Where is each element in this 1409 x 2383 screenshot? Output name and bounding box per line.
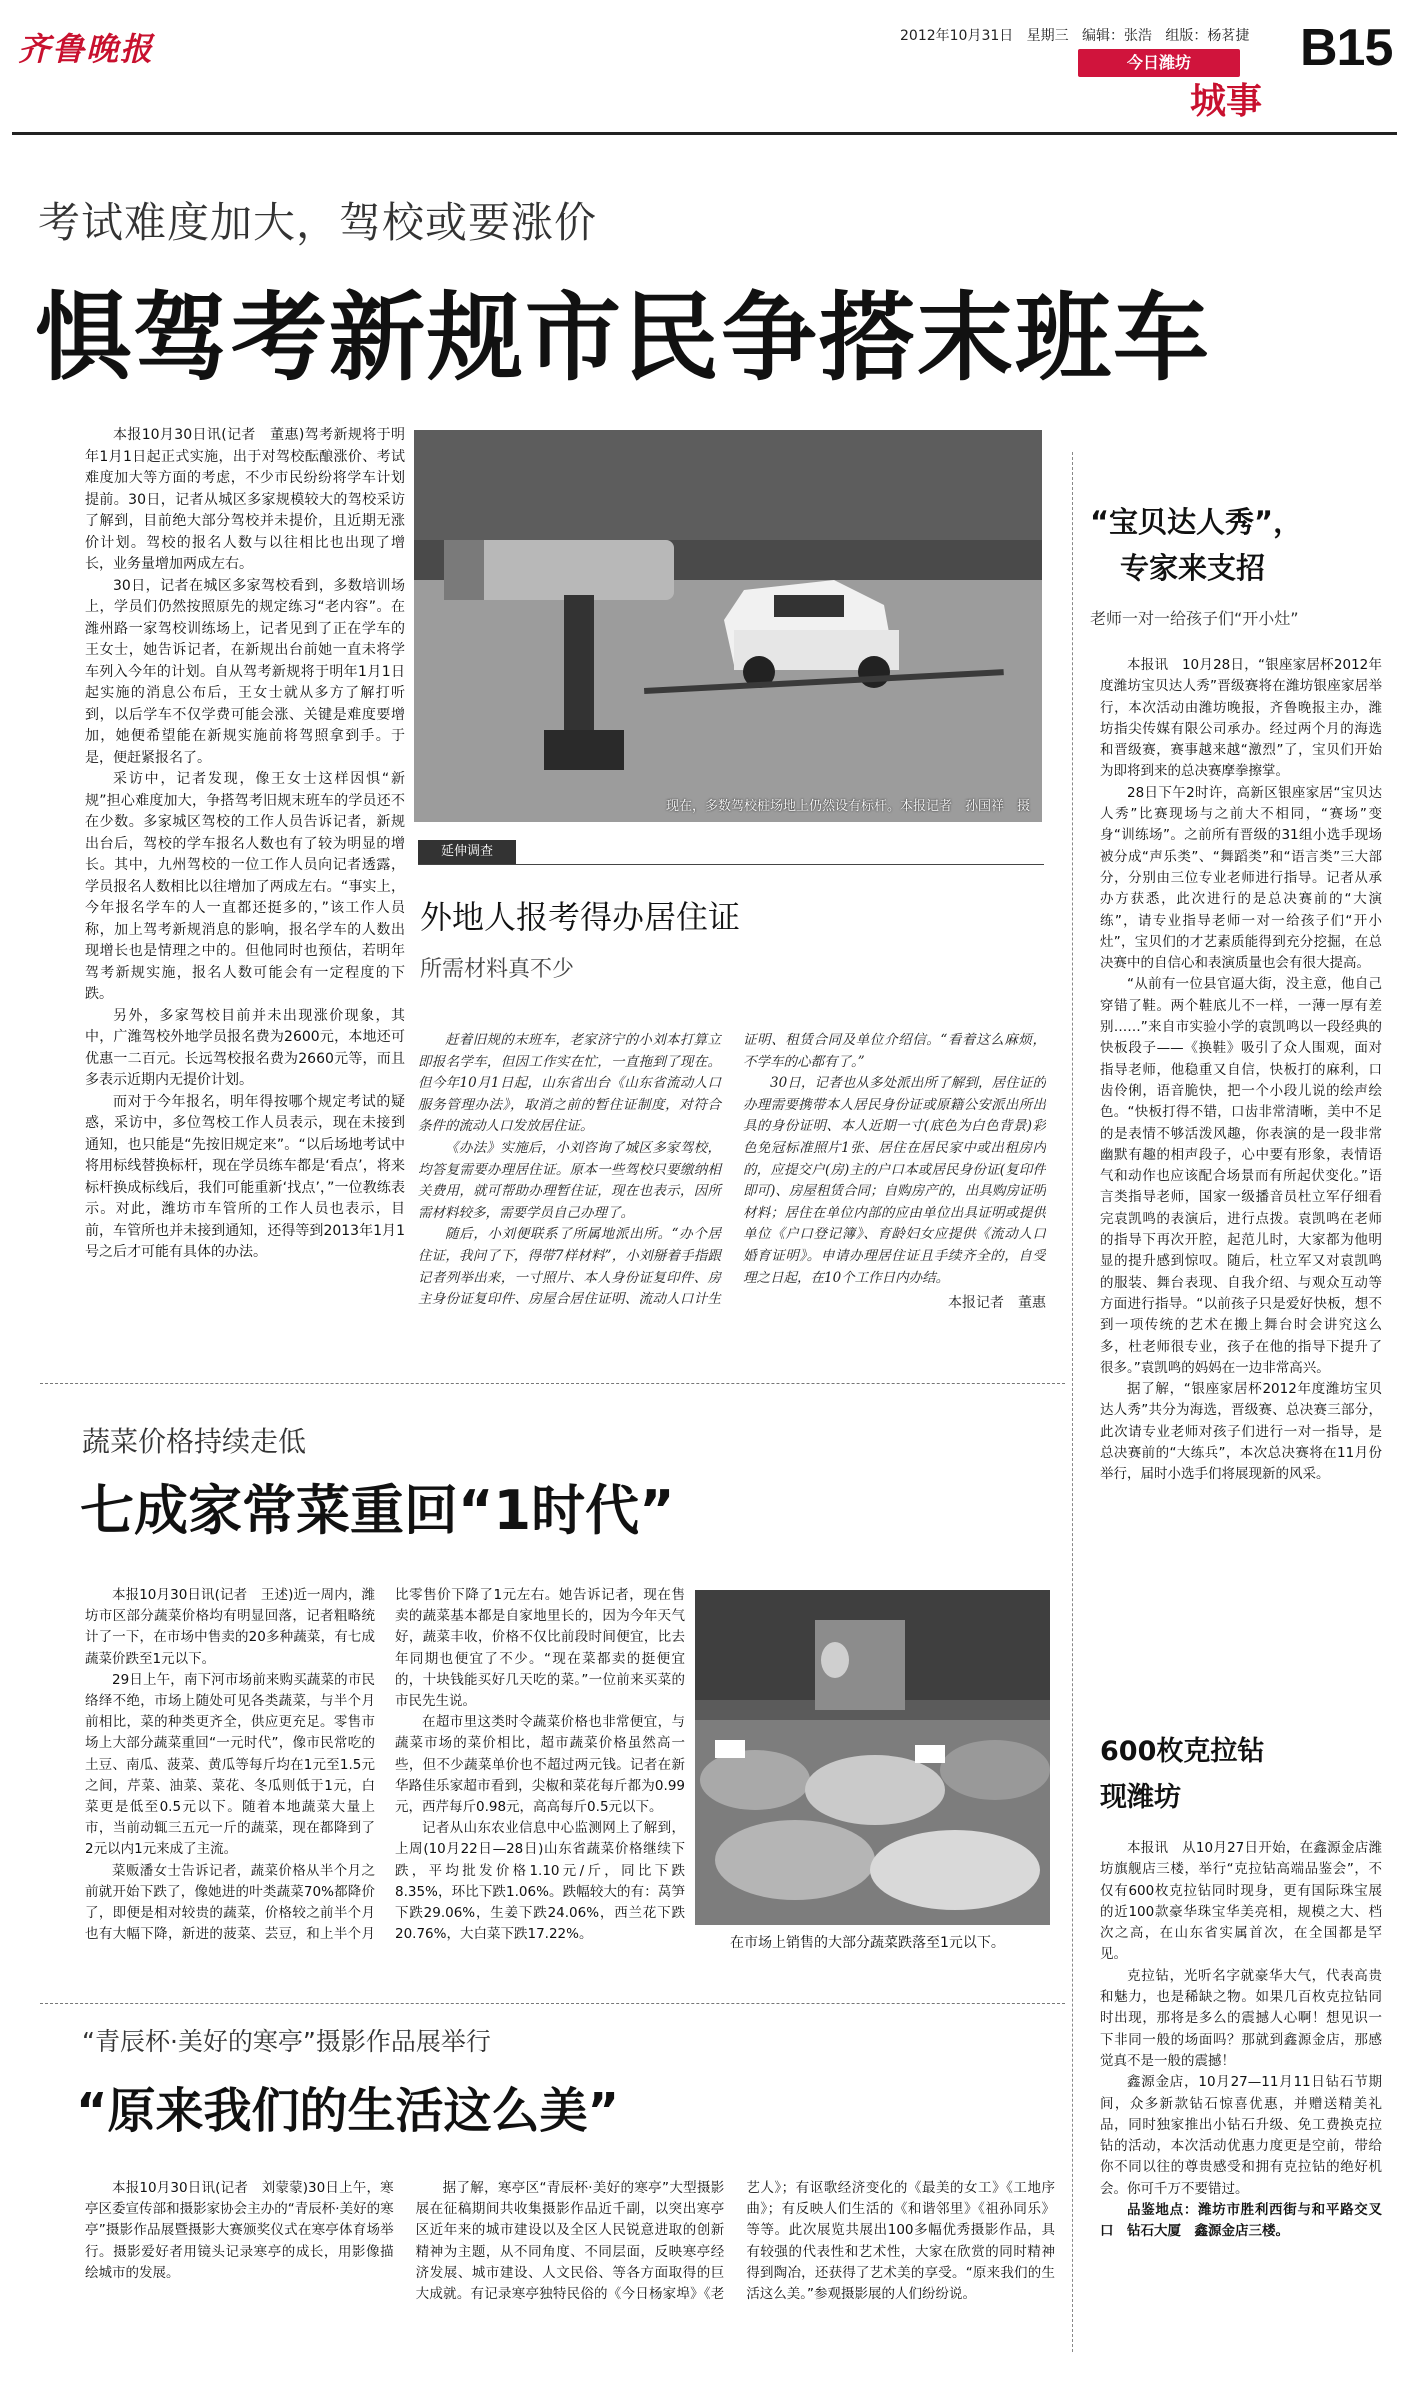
sidebar-paragraph: 赶着旧规的末班车，老家济宁的小刘本打算立即报名学车，但因工作实在忙，一直拖到了现在。但今年10月1日起，山东省出台《山东省流动人口服务管理办法》，取消之前的暂住证制度，对符合条件的流动人口发放居住证。 — [418, 1032, 721, 1135]
right-story1-headline-line1: “宝贝达人秀”， — [1090, 505, 1303, 539]
lead-paragraph: 另外，多家驾校目前并未出现涨价现象，其中，广潍驾校外地学员报名费为2600元，本地还可优惠一二百元。长远驾校报名费为2660元等，而且多表示近期内无提价计划。 — [85, 1007, 405, 1088]
section-divider — [40, 2003, 1065, 2004]
masthead-rule — [12, 132, 1397, 135]
sidebar-paragraph: 《办法》实施后，小刘咨询了城区多家驾校，均答复需要办理居住证。原本一些驾校只要缴纳相关费用，就可帮助办理暂住证，现在也表示，因所需材料较多，需要学员自己办理了。 — [418, 1139, 721, 1221]
veg-paragraph: 在超市里这类时令蔬菜价格也非常便宜，与蔬菜市场的菜价相比，超市蔬菜价格虽然高一些，但不少蔬菜单价也不超过两元钱。记者在新华路佳乐家超市看到，尖椒和菜花每斤都为0.99元，西芹每斤0.98元，高高每斤0.5元以下。 — [395, 1714, 685, 1816]
lead-kicker: 考试难度加大，驾校或要涨价 — [38, 198, 598, 247]
sidebar-paragraph: 30日，记者也从多处派出所了解到，居住证的办理需要携带本人居民身份证或原籍公安派出所出具的身份证明、本人近期一寸(底色为白色背景)彩色免冠标准照片1张、居住在居民家中或出租房内的，应提交户(房)主的户口本或居民身份证(复印件即可)、房屋租赁合同；自购房产的，出具购房证明材料；居住在单位内部的应由单位出具证明或提供单位《户口登记簿》、育龄妇女应提供《流动人口婚育证明》。申请办理居住证且手续齐全的，自受理之日起，在10个工作日内办结。 — [743, 1075, 1046, 1286]
lead-paragraph: 本报10月30日讯(记者 董惠)驾考新规将于明年1月1日起正式实施，出于对驾校酝酿涨价、考试难度加大等方面的考虑，不少市民纷纷将学车计划提前。30日，记者从城区多家规模较大的驾校采访了解到，目前绝大部分驾校并未提价，且近期无涨价计划。驾校的报名人数与以往相比也出现了增长，业务量增加两成左右。 — [85, 427, 405, 572]
vegetable-market-photo — [695, 1590, 1050, 1925]
photo-illustration — [414, 430, 1042, 822]
veg-body — [85, 1585, 685, 1995]
column-divider — [1072, 452, 1073, 2352]
veg-kicker: 蔬菜价格持续走低 — [82, 1425, 307, 1458]
photo-headline: “原来我们的生活这么美” — [76, 2083, 620, 2139]
right-story1-paragraph: 28日下午2时许，高新区银座家居“宝贝达人秀”比赛现场与之前大不相同，“赛场”变身“训练场”。之前所有晋级的31组小选手现场被分成“声乐类”、“舞蹈类”和“语言类”三大部分，分别由三位专业老师进行指导。记者从承办方获悉，此次进行的是总决赛前的“大演练”，请专业指导老师一对一给孩子们“开小灶”，宝贝们的才艺素质能得到充分挖掘，在总决赛中的自信心和表演质量也会有很大提高。 — [1100, 784, 1382, 972]
right-story2-paragraph: 鑫源金店，10月27—11月11日钻石节期间，众多新款钻石惊喜优惠，并赠送精美礼品，同时独家推出小钻石升级、免工费换克拉钻的活动，本次活动优惠力度更是空前，带给你不同以往的尊贵感受和拥有克拉钻的绝好机会。你可千万不要错过。 — [1100, 2074, 1382, 2197]
layout-credit: 组版：杨茗捷 — [1165, 28, 1250, 44]
right-story1-paragraph: 据了解，“银座家居杯2012年度潍坊宝贝达人秀”共分为海选，晋级赛、总决赛三部分，此次请专业老师对孩子们进行一对一指导，是总决赛前的“大练兵”，本次总决赛将在11月份举行，届时小选手们将展现新的风采。 — [1100, 1381, 1382, 1483]
right-story2-headline-line1: 600枚克拉钻 — [1100, 1736, 1265, 1767]
photo-kicker: “青辰杯·美好的寒亭”摄影作品展举行 — [82, 2027, 491, 2056]
photo-paragraph: 本报10月30日讯(记者 刘蒙蒙)30日上午，寒亭区委宣传部和摄影家协会主办的“青辰杯·美好的寒亭”摄影作品展暨摄影大赛颁奖仪式在寒亭体育场举行。摄影爱好者用镜头记录寒亭的成长，用影像描绘城市的发展。 — [85, 2180, 394, 2281]
sidebar-tag-rule — [418, 864, 1044, 865]
section-name: 城事 — [1190, 81, 1263, 122]
veg-headline: 七成家常菜重回“1时代” — [80, 1479, 675, 1542]
right-story1-paragraph: “从前有一位县官逼大街，没主意，他自己穿错了鞋。两个鞋底儿不一样，一薄一厚有差别……”来自市实验小学的袁凯鸣以一段经典的快板段子——《换鞋》吸引了众人围观，面对指导老师，他稳重又自信，快板打的麻利，口齿伶俐，语音脆快，把一个小段儿说的绘声绘色。“快板打得不错，口齿非常清晰，美中不足的是表情不够活泼风趣，你表演的是一段非常幽默有趣的相声段子，心中要有形象，表情语气和动作也应该配合场景而有所起伏变化。”语言类指导老师，国家一级播音员杜立军仔细看完袁凯鸣的表演后，进行点拨。袁凯鸣在老师的指导下再次开腔，起范儿时，大家都为他明显的提升感到惊叹。随后，杜立军又对袁凯鸣的服装、舞台表现、自我介绍、与观众互动等方面进行指导。“以前孩子只是爱好快板，想不到一项传统的艺术在搬上舞台时会讲究这么多，杜老师很专业，孩子在他的指导下提升了很多。”袁凯鸣的妈妈在一边非常高兴。 — [1100, 976, 1382, 1376]
lead-paragraph: 30日，记者在城区多家驾校看到，多数培训场上，学员们仍然按照原先的规定练习“老内容”。在潍州路一家驾校训练场上，记者见到了正在学车的王女士，她告诉记者，在新规出台前她一直未将学车列入今年的计划。自从驾考新规将于明年1月1日起实施的消息公布后，王女士就从多方了解打听到，以后学车不仅学费可能会涨、关键是难度要增加，她便希望能在新规实施前将驾照拿到手。于是，便赶紧报名了。 — [85, 577, 405, 766]
right-story2-paragraph: 克拉钻，光听名字就豪华大气，代表高贵和魅力，也是稀缺之物。如果几百枚克拉钻同时出现，那将是多么的震撼人心啊！想见识一下非同一般的场面吗？那就到鑫源金店，那感觉真不是一般的震撼！ — [1100, 1967, 1382, 2069]
market-illustration — [695, 1590, 1050, 1925]
sidebar-subhead: 所需材料真不少 — [420, 957, 575, 982]
issue-weekday: 星期三 — [1026, 28, 1069, 44]
right-story2-paragraph: 本报讯 从10月27日开始，在鑫源金店潍坊旗舰店三楼，举行“克拉钻高端品鉴会”，不仅有600枚克拉钻同时现身，更有国际珠宝展的近100款豪华珠宝华美亮相，规模之大、档次之高，在山东省实属首次，在全国都是罕见。 — [1100, 1840, 1382, 1963]
veg-photo-caption: 在市场上销售的大部分蔬菜跌落至1元以下。 — [730, 1935, 1005, 1951]
issue-info — [900, 25, 1249, 45]
right-story2-body — [1100, 1838, 1382, 2373]
right-story2-paragraph: 品鉴地点：潍坊市胜利西街与和平路交叉口 钻石大厦 鑫源金店三楼。 — [1100, 2202, 1382, 2240]
sidebar-body — [418, 1030, 1046, 1360]
driving-school-photo — [414, 430, 1042, 822]
veg-paragraph: 29日上午，南下河市场前来购买蔬菜的市民络绎不绝，市场上随处可见各类蔬菜，与半个月前相比，菜的种类更齐全，供应更充足。零售市场上大部分蔬菜重回“一元时代”，像市民常吃的土豆、南瓜、菠菜、黄瓜等每斤均在1元至1.5元之间，芹菜、油菜、菜花、冬瓜则低于1元，白菜更是低至0.5元以下。随着本地蔬菜大量上市，当前动辄三五元一斤的蔬菜，现在都降到了2元以内1元来成了主流。 — [85, 1671, 375, 1858]
veg-paragraph: 菜贩潘女士告诉记者，蔬菜价格从半个月之前就开始下跌了，像她进的叶类蔬菜70%都降价了，即便是相对较贵的蔬菜，价格较之前半个月也有大幅下降，新进的菠菜、芸豆，和上半个月比零售价下降了1元左右。她告诉记者，现在售卖的蔬菜基本都是自家地里长的，因为今年天气好，蔬菜丰收，价格不仅比前段时间便宜，比去年同期也便宜了不少。“现在菜都卖的挺便宜的，十块钱能买好几天吃的菜。”一位前来买菜的市民先生说。 — [85, 1587, 685, 1943]
photo-paragraph: 据了解，寒亭区“青辰杯·美好的寒亭”大型摄影展在征稿期间共收集摄影作品近千副，以突出寒亭区近年来的城市建设以及全区人民锐意进取的创新精神为主题，从不同角度、不同层面，反映寒亭经济发展、城市建设、人文民俗、等各方面取得的巨大成就。有记录寒亭独特民俗的《今日杨家埠》《老艺人》；有讴歌经济变化的《最美的女工》《工地序曲》；有反映人们生活的《和谐邻里》《祖孙同乐》等等。此次展览共展出100多幅优秀摄影作品，具有较强的代表性和艺术性，大家在欣赏的同时精神得到陶冶，还获得了艺术美的享受。“原来我们的生活这么美。”参观摄影展的人们纷纷说。 — [415, 2180, 1055, 2303]
section-tag: 今日潍坊 — [1078, 49, 1240, 77]
photo-body — [85, 2178, 1055, 2373]
lead-paragraph: 采访中，记者发现，像王女士这样因惧“新规”担心难度加大，争搭驾考旧规末班车的学员还不在少数。多家城区驾校的工作人员告诉记者，新规出台后，驾校的学车报名人数也有了较为明显的增长。其中，九州驾校的一位工作人员向记者透露，学员报名人数相比以往增加了两成左右。“事实上，今年报名学车的人一直都还挺多的，”该工作人员称，加上驾考新规消息的影响，报名学车的人数出现增长也是情理之中的。但他同时也预估，若明年驾考新规实施，报名人数可能会有一定程度的下跌。 — [85, 771, 405, 1002]
sidebar-paragraph: 随后，小刘便联系了所属地派出所。“办个居住证，我问了下，得带7样材料”，小刘掰着手指跟记者列举出来，一寸照片、本人身份证复印件、房主身份证复印件、房屋合居住证明、流动人口计生证明、租赁合同及单位介绍信。“看着这么麻烦，不学车的心都有了。” — [418, 1032, 1046, 1308]
masthead — [0, 0, 1409, 135]
lead-headline: 惧驾考新规市民争搭末班车 — [35, 282, 1211, 394]
right-story1-headline — [1090, 500, 1390, 629]
right-story1-body — [1100, 655, 1382, 1710]
issue-date: 2012年10月31日 — [900, 28, 1014, 44]
lead-paragraph: 而对于今年报名，明年得按哪个规定考试的疑惑，采访中，多位驾校工作人员表示，现在未接到通知，也只能是“先按旧规定来”。“以后场地考试中将用标线替换标杆，现在学员练车都是‘看点’，将来标杆换成标线后，我们可能重新‘找点’，”一位教练表示。对此，潍坊市车管所的工作人员也表示，目前，车管所也并未接到通知，还得等到2013年1月1号之后才可能有具体的办法。 — [85, 1093, 405, 1260]
section-divider — [40, 1383, 1065, 1384]
right-story1-subhead: 老师一对一给孩子们“开小灶” — [1090, 609, 1299, 628]
right-story2-headline-line2: 现潍坊 — [1100, 1782, 1181, 1813]
lead-body-col1 — [85, 425, 405, 1365]
newspaper-logo: 齐鲁晚报 — [18, 30, 155, 68]
right-story1-headline-line2: 专家来支招 — [1120, 551, 1266, 585]
sidebar-byline: 本报记者 董惠 — [948, 1295, 1046, 1312]
veg-paragraph: 记者从山东农业信息中心监测网上了解到，上周(10月22日—28日)山东省蔬菜价格继续下跌，平均批发价格1.10元/斤，同比下跌8.35%，环比下跌1.06%。跌幅较大的有：莴笋下跌29.06%，生姜下跌24.06%，西兰花下跌20.76%，大白菜下跌17.22%。 — [395, 1820, 685, 1943]
sidebar-headline: 外地人报考得办居住证 — [420, 898, 741, 936]
editor-credit: 编辑：张浩 — [1081, 28, 1152, 44]
sidebar-tag: 延伸调查 — [418, 840, 516, 864]
lead-photo-caption: 现在，多数驾校桩场地上仍然设有标杆。本报记者 孙国祥 摄 — [665, 799, 1030, 814]
page-number: B15 — [1300, 19, 1393, 77]
veg-paragraph: 本报10月30日讯(记者 王述)近一周内，潍坊市区部分蔬菜价格均有明显回落，记者粗略统计了一下，在市场中售卖的20多种蔬菜，有七成蔬菜价跌至1元以下。 — [85, 1587, 375, 1667]
right-story2-headline — [1100, 1730, 1380, 1822]
right-story1-paragraph: 本报讯 10月28日，“银座家居杯2012年度潍坊宝贝达人秀”晋级赛将在潍坊银座家居举行，本次活动由潍坊晚报，齐鲁晚报主办，潍坊指尖传媒有限公司承办。经过两个月的海选和晋级赛，赛事越来越“激烈”了，宝贝们开始为即将到来的总决赛摩拳擦掌。 — [1100, 657, 1382, 780]
